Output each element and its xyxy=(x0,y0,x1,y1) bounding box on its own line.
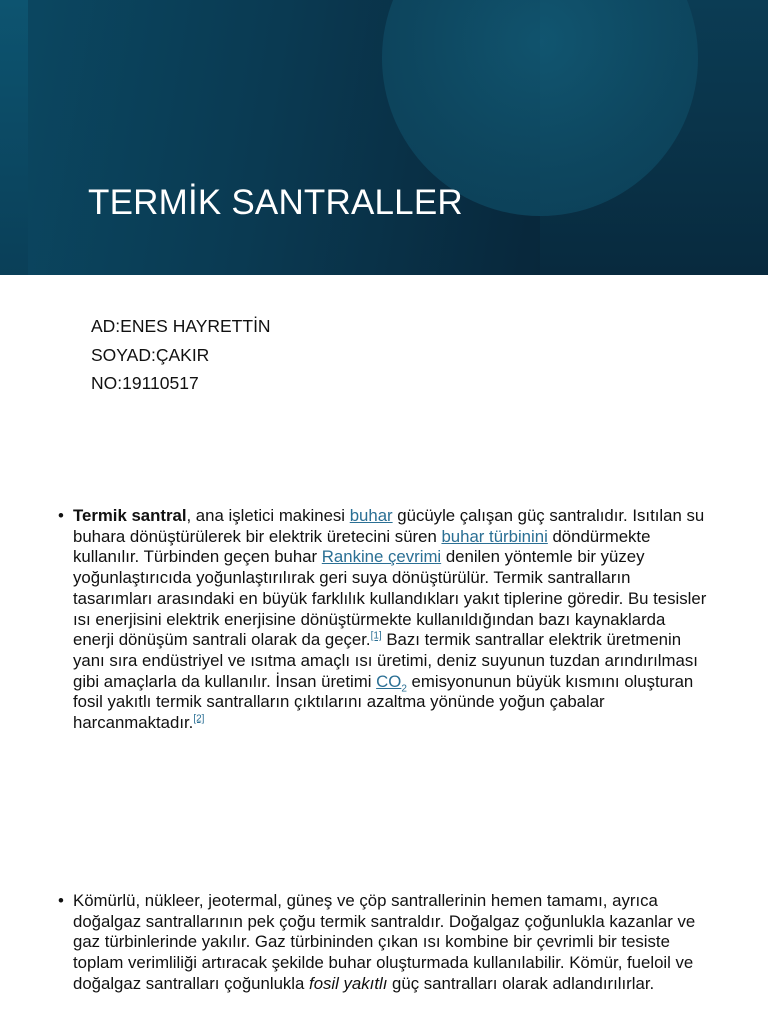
italic-term: fosil yakıtlı xyxy=(309,973,388,993)
link-rankine-cevrimi[interactable]: Rankine çevrimi xyxy=(321,547,442,567)
bullet-termik-santral xyxy=(58,506,708,734)
text-run: , ana işletici makinesi xyxy=(186,506,350,525)
link-co2[interactable] xyxy=(376,671,407,694)
text-run: Bazı termik santrallar elektrik üretmenin yanı sıra endüstriyel ve ısıtma amaçlı ısı üretimi, deniz suyunun tuzdan arındırılması gibi amaçlarla da kullanılır. İnsan üretimi xyxy=(73,630,698,691)
student-number: NO:19110517 xyxy=(91,373,199,394)
link-buhar[interactable]: buhar xyxy=(349,506,393,525)
text-run: emisyonunun büyük kısmını oluşturan fosil yakıtlı termik santralların çıktılarını azaltma yönünde yoğun çabalar harcanmaktadır. xyxy=(73,671,694,733)
co-subscript: 2 xyxy=(401,682,407,694)
student-name: AD:ENES HAYRETTİN xyxy=(91,316,271,336)
text-run: Kömürlü, nükleer, jeotermal, güneş ve çöp santrallerinin hemen tamamı, ayrıca doğalgaz santrallarının pek çoğu termik santraldır. Doğalgaz çoğunlukla kazanlar ve gaz türbinlerinde yakılır. Gaz türbininden çıkan ısı kombine bir çevrimli bir tesiste toplam verimliliği artıracak şekilde buhar oluşturmada kullanılabilir. Kömür, fueloil ve doğalgaz santralları çoğunlukla xyxy=(73,891,696,993)
link-buhar-turbini[interactable]: buhar türbinini xyxy=(441,526,548,546)
reference-link-1[interactable]: [1] xyxy=(370,630,382,642)
student-surname: SOYAD:ÇAKIR xyxy=(91,344,210,365)
slide-title: TERMİK SANTRALLER xyxy=(88,183,463,222)
bullet-text xyxy=(73,506,708,734)
bold-term: Termik santral xyxy=(73,506,187,525)
bullet-text xyxy=(73,891,708,995)
text-run: denilen yöntemle bir yüzey yoğunlaştırıcıda yoğunlaştırılırak geri suya dönüştürülür. Termik santralların tasarımları arasındaki en büyük farklılık kullandıkları yakıt tiplerine göredir. Bu tesisler ısı enerjisini elektrik enerjisine dönüştürmekte kullanıldığından bazı kaynaklarda enerji dönüşüm santrali olarak da geçer. xyxy=(73,547,707,650)
bullet-santral-turleri xyxy=(58,891,708,995)
title-slide xyxy=(0,0,768,275)
co-text: CO xyxy=(376,671,402,691)
text-run: döndürmekte kullanılır. Türbinden geçen buhar xyxy=(73,526,651,567)
bullet-marker: • xyxy=(58,891,64,910)
bullet-marker: • xyxy=(58,506,64,525)
student-info xyxy=(91,312,271,398)
reference-link-2[interactable]: [2] xyxy=(193,713,205,725)
text-run: gücüyle çalışan güç santralıdır. Isıtılan su buhara dönüştürülerek bir elektrik üretecini süren xyxy=(73,506,705,546)
text-run: güç santralları olarak adlandırılırlar. xyxy=(387,973,655,993)
title-left-band xyxy=(0,0,28,275)
